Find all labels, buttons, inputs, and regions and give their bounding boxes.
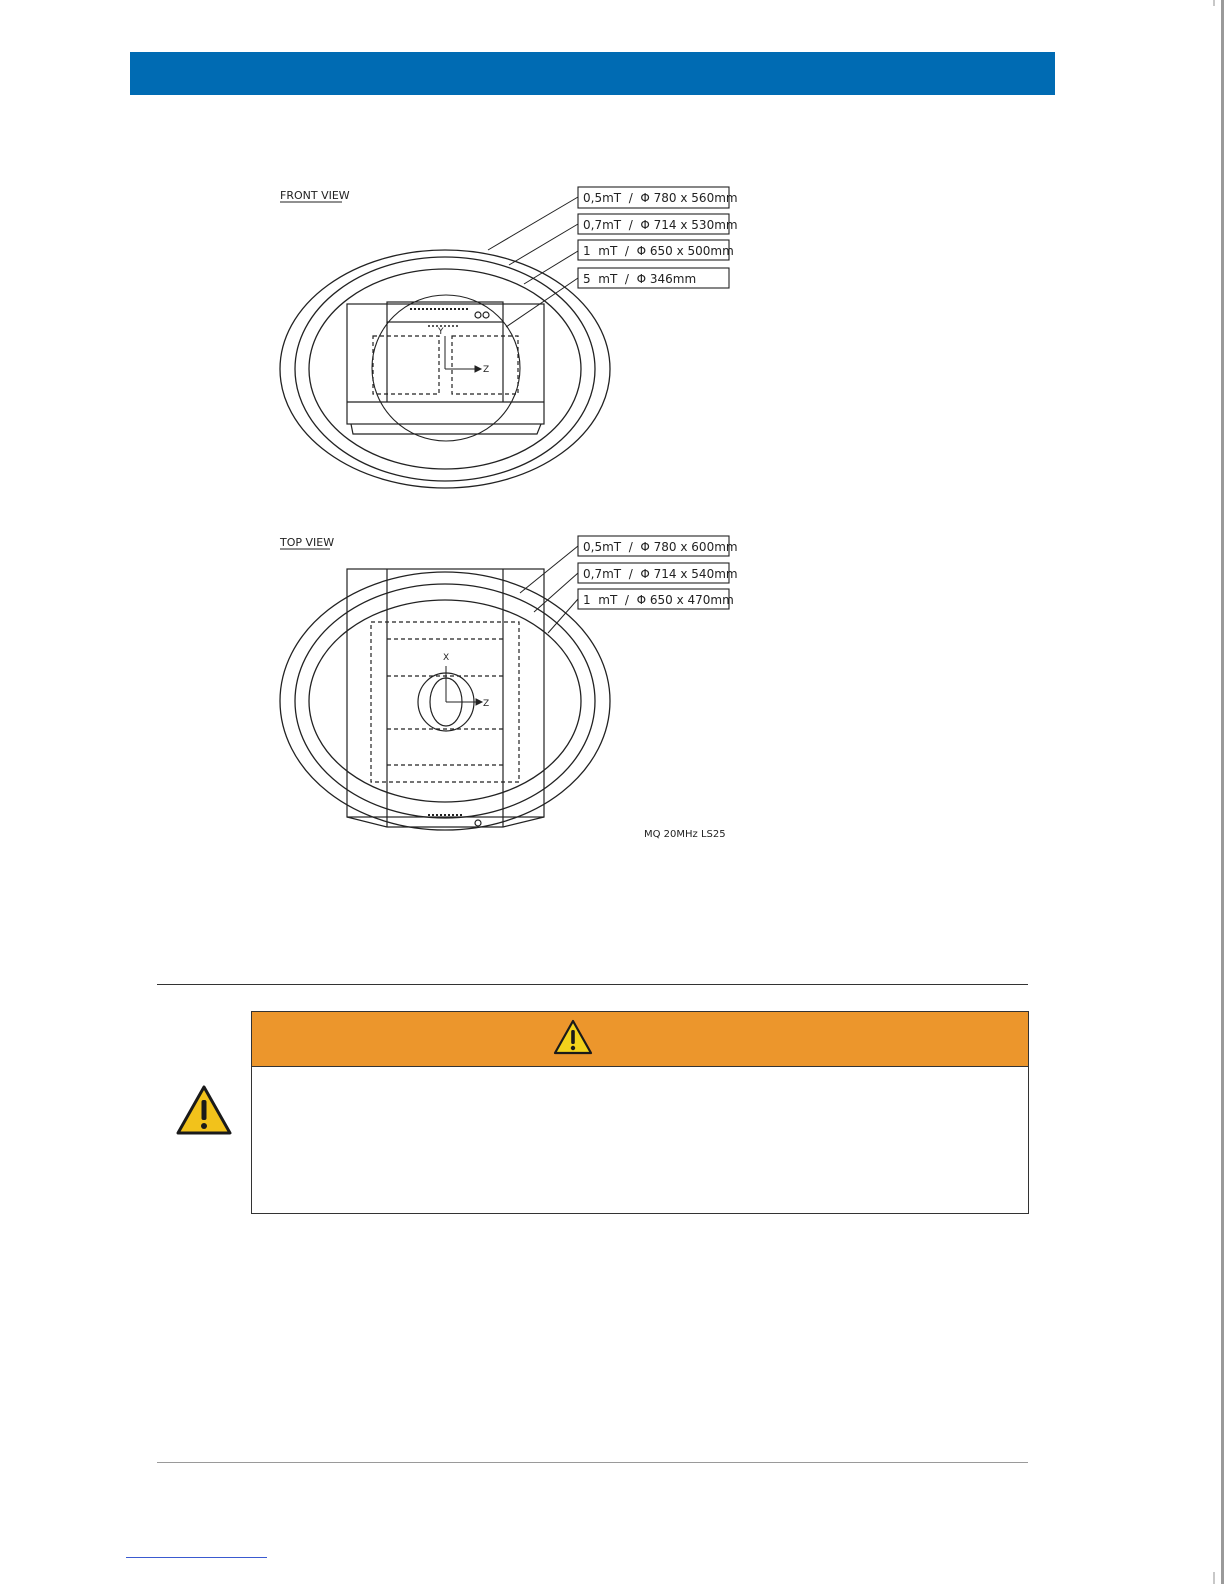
warning-box — [251, 1011, 1029, 1214]
top-axis-x-label: X — [443, 653, 450, 663]
front-axis-z-label: Z — [483, 365, 490, 375]
top-axes — [446, 666, 482, 705]
top-field-contour-1mT — [309, 600, 581, 802]
top-view-title: TOP VIEW — [280, 536, 335, 549]
front-view — [280, 187, 738, 488]
front-callout-0-5mT: 0,5mT / Φ 780 x 560mm — [583, 191, 738, 205]
top-view — [279, 536, 738, 830]
front-callout-5mT: 5 mT / Φ 346mm — [583, 272, 697, 286]
front-axis-y-label: Y — [438, 327, 444, 337]
field-contour-5mT — [372, 295, 520, 441]
section-divider — [157, 984, 1028, 985]
front-axes — [445, 336, 481, 372]
top-callout-0-7mT: 0,7mT / Φ 714 x 540mm — [583, 567, 738, 581]
front-callout-1mT: 1 mT / Φ 650 x 500mm — [583, 244, 734, 258]
footer-link-underline[interactable] — [126, 1557, 267, 1558]
front-leaders — [488, 197, 578, 327]
front-view-title: FRONT VIEW — [280, 189, 350, 202]
top-field-contour-0-5mT — [280, 572, 610, 830]
top-axis-z-label: Z — [483, 699, 490, 709]
front-callout-0-7mT: 0,7mT / Φ 714 x 530mm — [583, 218, 738, 232]
warning-triangle-icon — [175, 1084, 233, 1136]
warning-header — [252, 1012, 1028, 1067]
top-callout-1mT: 1 mT / Φ 650 x 470mm — [583, 593, 734, 607]
top-field-contour-0-7mT — [295, 584, 595, 818]
model-label: MQ 20MHz LS25 — [644, 829, 726, 840]
page-edge-mark — [1213, 1572, 1215, 1584]
warning-triangle-icon — [553, 1019, 593, 1055]
footer-divider — [157, 1462, 1028, 1463]
top-callout-0-5mT: 0,5mT / Φ 780 x 600mm — [583, 540, 738, 554]
